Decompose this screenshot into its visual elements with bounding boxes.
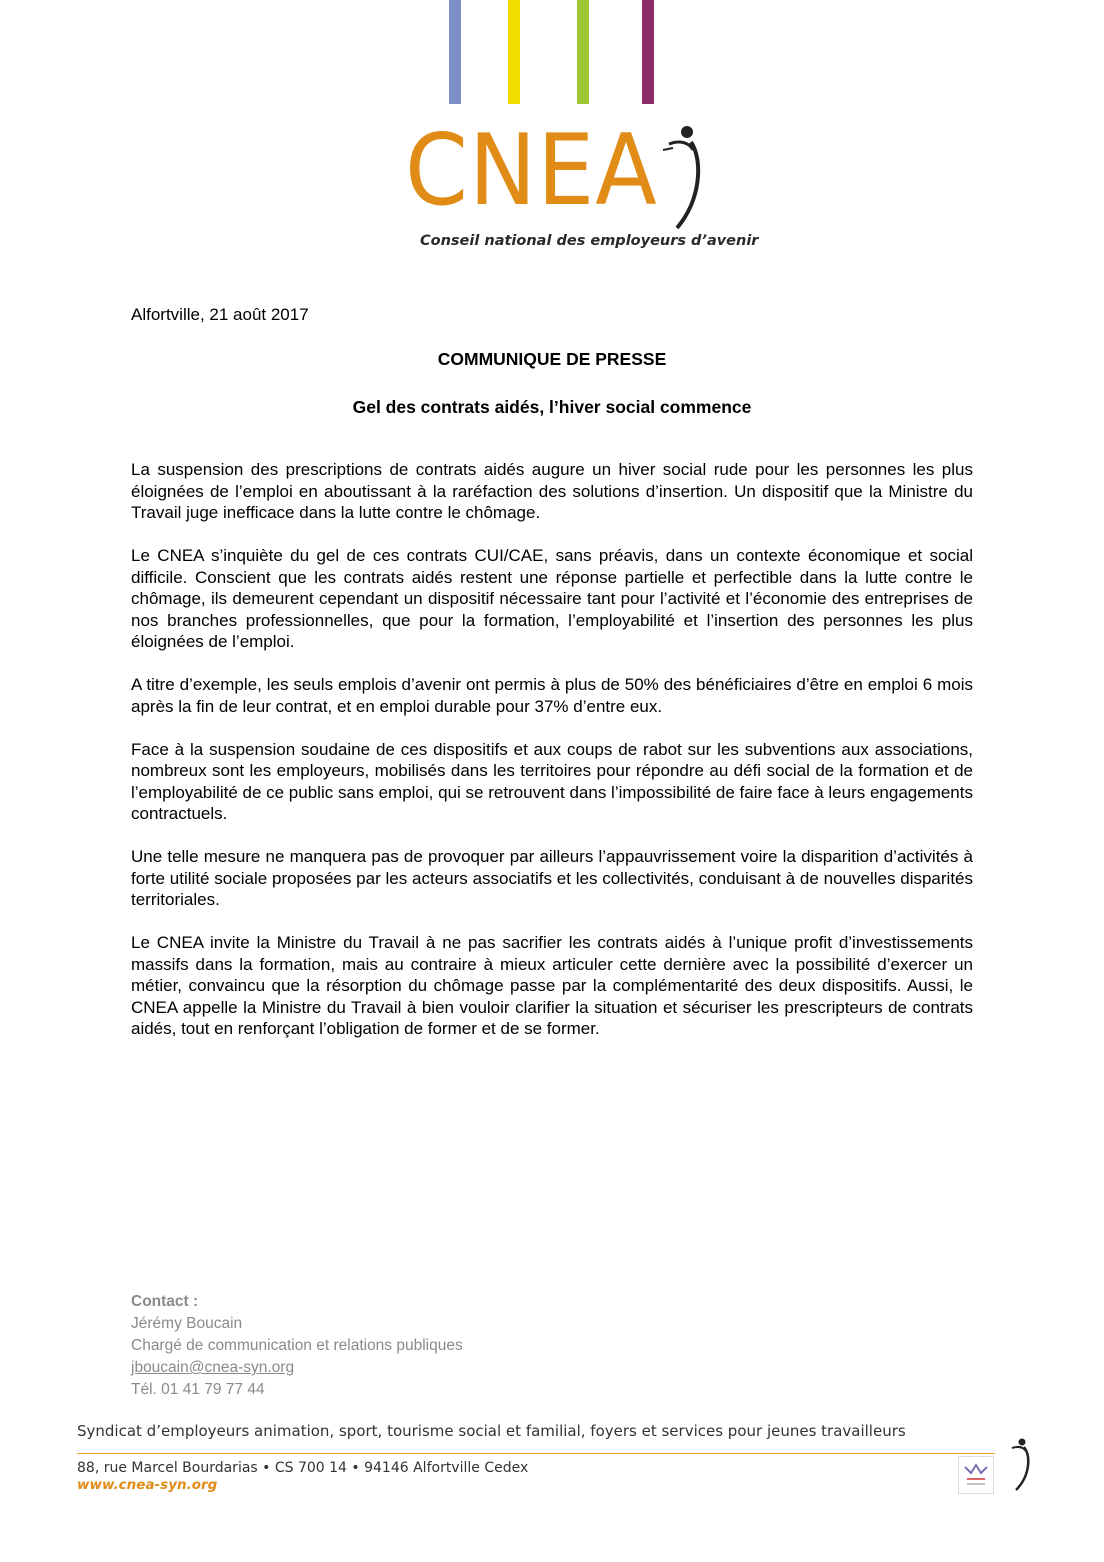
footer-website-link[interactable]: www.cnea-syn.org [77, 1477, 218, 1493]
document-date: Alfortville, 21 août 2017 [131, 305, 309, 324]
contact-name: Jérémy Boucain [131, 1315, 243, 1332]
logo-text: CNEA [405, 114, 658, 228]
contact-block [131, 1291, 463, 1401]
document-body [131, 459, 973, 1061]
certification-badge-icon [958, 1456, 994, 1494]
footer-address: 88, rue Marcel Bourdarias • CS 700 14 • 94146 Alfortville Cedex [77, 1460, 529, 1476]
decorative-bar-yellow [508, 0, 520, 104]
footer-description: Syndicat d’employeurs animation, sport, tourisme social et familial, foyers et services pour jeunes travailleurs [77, 1422, 906, 1440]
contact-label: Contact : [131, 1293, 199, 1310]
contact-phone: Tél. 01 41 79 77 44 [131, 1381, 265, 1398]
decorative-bar-blue [449, 0, 461, 104]
decorative-bar-green [577, 0, 589, 104]
contact-email-link[interactable]: jboucain@cnea-syn.org [131, 1359, 295, 1376]
document-subtitle: Gel des contrats aidés, l’hiver social commence [352, 397, 752, 417]
person-figure-icon [1002, 1436, 1032, 1492]
decorative-bar-purple [642, 0, 654, 104]
document-title: COMMUNIQUE DE PRESSE [437, 349, 667, 369]
contact-role: Chargé de communication et relations publiques [131, 1337, 463, 1354]
paragraph: Le CNEA invite la Ministre du Travail à ne pas sacrifier les contrats aidés à l’unique profit d’investissements massifs dans la formation, mais au contraire à mieux articuler cette dernière avec la possibilité d’exercer un métier, convaincu que la résorption du chômage passe par la complémentarité des deux dispositifs. Aussi, le CNEA appelle la Ministre du Travail à bien vouloir clarifier la situation et sécuriser les prescripteurs de contrats aidés, tout en renforçant l’obligation de former et de se former. [131, 933, 973, 1038]
paragraph: Face à la suspension soudaine de ces dispositifs et aux coups de rabot sur les subventions aux associations, nombreux sont les employeurs, mobilisés dans les territoires pour répondre au défi social de la formation et de l’employabilité de ce public sans emploi, qui se retrouvent dans l’impossibilité de faire face à leurs engagements contractuels. [131, 739, 973, 823]
paragraph: La suspension des prescriptions de contrats aidés augure un hiver social rude pour les personnes les plus éloignées de l’emploi en aboutissant à la raréfaction des solutions d’insertion. Un dispositif que la Ministre du Travail juge inefficace dans la lutte contre le chômage. [131, 460, 973, 522]
person-figure-icon [649, 120, 705, 232]
logo-tagline: Conseil national des employeurs d’avenir [420, 233, 759, 249]
footer-divider [77, 1453, 995, 1454]
paragraph: Le CNEA s’inquiète du gel de ces contrats CUI/CAE, sans préavis, dans un contexte économique et social difficile. Conscient que les contrats aidés restent une réponse partielle et perfectible dans la lutte contre le chômage, ils demeurent cependant un dispositif nécessaire tant pour l’activité et l’économie des entreprises de nos branches professionnelles, que pour la formation, l’employabilité et l’insertion des personnes les plus éloignées de l’emploi. [131, 546, 973, 651]
paragraph: Une telle mesure ne manquera pas de provoquer par ailleurs l’appauvrissement voire la disparition d’activités à forte utilité sociale proposées par les acteurs associatifs et les collectivités, conduisant à de nouvelles disparités territoriales. [131, 847, 973, 909]
paragraph: A titre d’exemple, les seuls emplois d’avenir ont permis à plus de 50% des bénéficiaires d’être en emploi 6 mois après la fin de leur contrat, et en emploi durable pour 37% d’entre eux. [131, 675, 973, 716]
